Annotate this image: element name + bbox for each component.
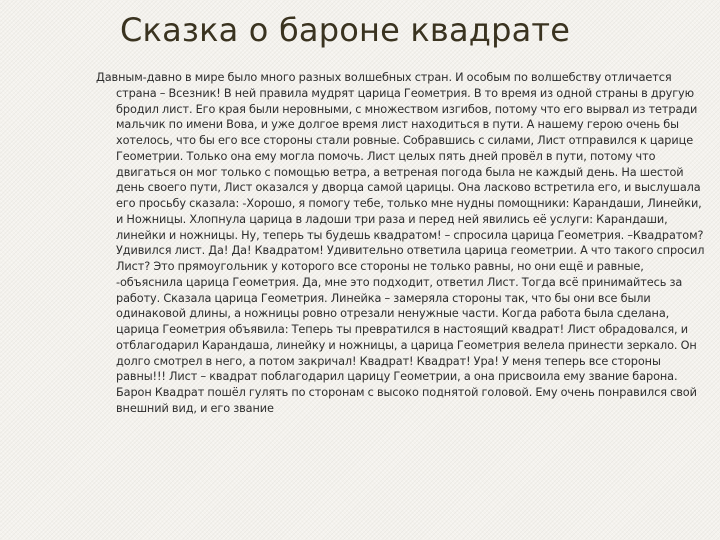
slide-title: Сказка о бароне квадрате bbox=[120, 11, 571, 49]
story-paragraph: Давным-давно в мире было много разных волшебных стран. И особым по волшебству отличается страна – Всезник! В ней правила мудрят царица Геометрия. В то время из одной страны в другую бродил лист. Его края были неровными, с множеством изгибов, потому что его вырвал из тетради мальчик по имени Вова, и уже долгое время лист находиться в пути. А нашему герою очень бы хотелось, что бы его все стороны стали ровные. Собравшись с силами, Лист отправился к царице Геометрии. Только она ему могла помочь. Лист целых пять дней провёл в пути, потому что двигаться он мог только с помощью ветра, а ветреная погода была не каждый день. На шестой день своего пути, Лист оказался у дворца самой царицы. Она ласково встретила его, и выслушала его просьбу сказала: -Хорошо, я помогу тебе, только мне нудны помощники: Карандаши, Линейки, и Ножницы. Хлопнула царица в ладоши три раза и перед ней явились её услуги: Карандаши, линейки и ножницы. Ну, теперь ты будешь квадратом! – спросила царица Геометрия. –Квадратом? Удивился лист. Да! Да! Квадратом! Удивительно ответила царица геометрии. А что такого спросил Лист? Это прямоугольник у которого все стороны не только равны, но они ещё и равные, -объяснила царица Геометрия. Да, мне это подходит, ответил Лист. Тогда всё принимайтесь за работу. Сказала царица Геометрия. Линейка – замеряла стороны так, что бы они все были одинаковой длины, а ножницы ровно отрезали ненужные части. Когда работа была сделана, царица Геометрия объявила: Теперь ты превратился в настоящий квадрат! Лист обрадовался, и отблагодарил Карандаша, линейку и ножницы, а царица Геометрия велела принести зеркало. Он долго смотрел в него, а потом закричал! Квадрат! Квадрат! Ура! У меня теперь все стороны равны!!! Лист – квадрат поблагодарил царицу Геометрии, а она присвоила ему звание барона. Барон Квадрат пошёл гулять по сторонам с высоко поднятой головой. Ему очень понравился свой внешний вид, и его звание bbox=[96, 71, 705, 415]
